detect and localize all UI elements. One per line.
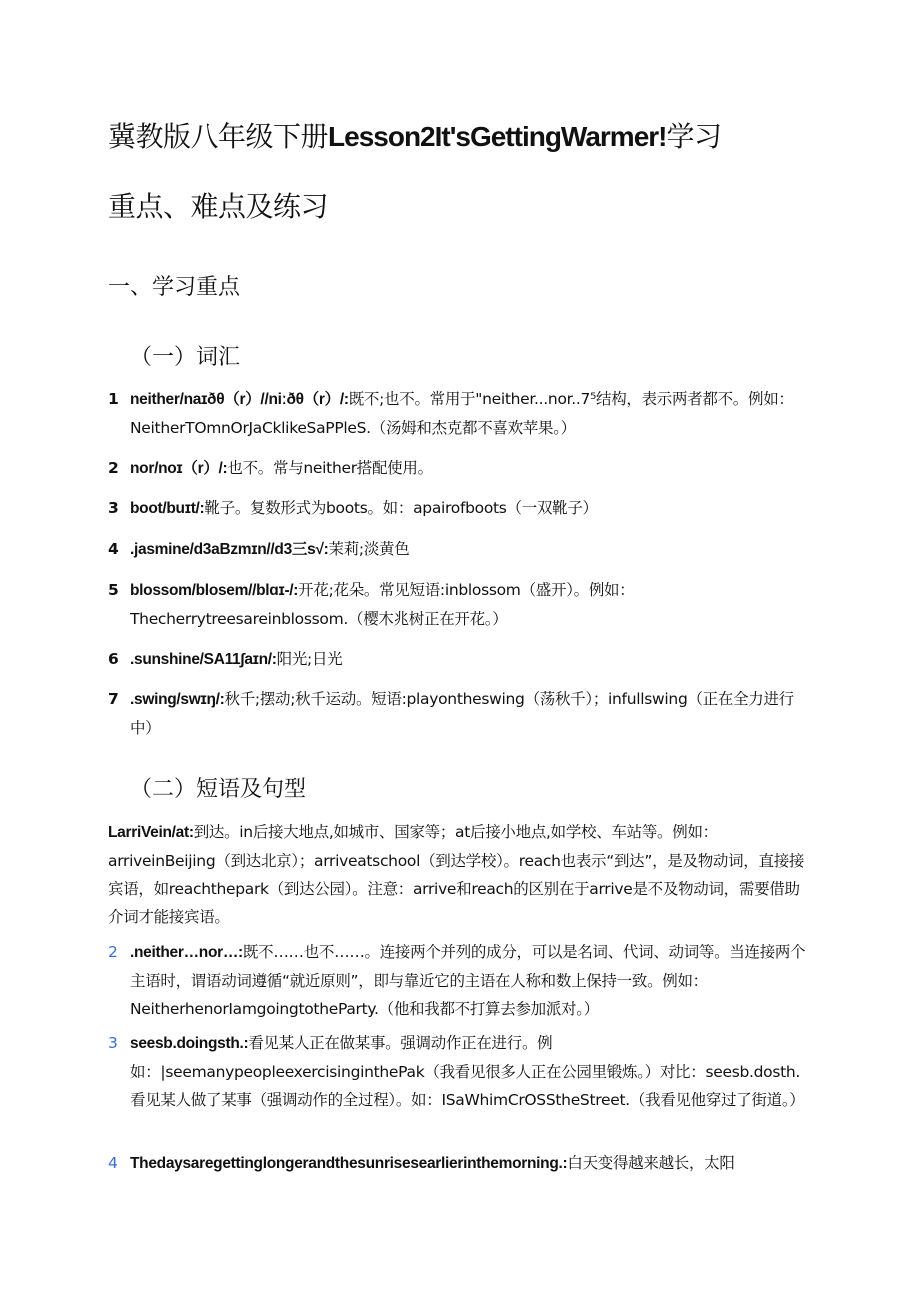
vocab-item bbox=[108, 385, 808, 442]
item-number: 4 bbox=[108, 1154, 118, 1172]
vocab-item bbox=[108, 535, 808, 564]
vocab-term: neither/naɪðθ（r）//niːðθ（r）/: bbox=[130, 391, 349, 408]
subheading-phrases: （二）短语及句型 bbox=[130, 777, 307, 802]
vocab-definition: 既不;也不。常用于"neither...nor..7⁵结构，表示两者都不。例如：NeitherTOmnOrJaCklikeSaPPleS.（汤姆和杰克都不喜欢苹果。） bbox=[130, 390, 794, 437]
item-number: 6 bbox=[108, 650, 119, 668]
subheading-vocabulary: （一）词汇 bbox=[130, 345, 241, 370]
title-suffix: 学习 bbox=[666, 120, 722, 153]
vocab-definition: 秋千;摆动;秋千运动。短语:playontheswing（荡秋千）；infullswing（正在全力进行中） bbox=[130, 690, 794, 737]
phrase-item bbox=[108, 938, 808, 1023]
item-number: 7 bbox=[108, 690, 119, 708]
vocab-term: .jasmine/d3aBzmɪn//d3三s√: bbox=[130, 541, 329, 558]
phrase-explanation: 既不……也不……。连接两个并列的成分，可以是名词、代词、动词等。当连接两个主语时，谓语动词遵循“就近原则”，即与靠近它的主语在人称和数上保持一致。例如：NeitherhenorIamgoingtotheParty.（他和我都不打算去参加派对。） bbox=[130, 943, 806, 1018]
vocab-definition: 茉莉;淡黄色 bbox=[328, 540, 410, 558]
item-number: 4 bbox=[108, 540, 119, 558]
phrase-item bbox=[108, 818, 808, 931]
document-title-line2: 重点、难点及练习 bbox=[108, 190, 329, 223]
vocab-definition: 靴子。复数形式为boots。如：apairofboots（一双靴子） bbox=[204, 499, 598, 517]
vocab-item bbox=[108, 685, 808, 742]
section-heading-key-points: 一、学习重点 bbox=[108, 275, 241, 300]
phrase-term: LarriVein/at: bbox=[108, 824, 194, 841]
item-number: 5 bbox=[108, 581, 119, 599]
vocab-term: .sunshine/SA11∫aɪn/: bbox=[130, 651, 277, 668]
vocab-term: nor/noɪ（r）/: bbox=[130, 460, 228, 477]
phrase-explanation: 到达。in后接大地点,如城市、国家等；at后接小地点,如学校、车站等。例如：arriveinBeijing（到达北京）；arriveatschool（到达学校）。reach也表示“到达”，是及物动词，直接接宾语，如reachthepark（到达公园）。注意：arrive和reach的区别在于arrive是不及物动词，需要借助介词才能接宾语。 bbox=[108, 823, 805, 926]
vocab-item bbox=[108, 576, 808, 633]
vocab-term: blossom/blosem//blɑɪ-/: bbox=[130, 582, 299, 599]
document-title-line1 bbox=[108, 105, 808, 169]
phrase-item bbox=[108, 1029, 808, 1114]
vocab-term: boot/buɪt/: bbox=[130, 500, 205, 517]
phrase-term: .neither…nor…: bbox=[130, 944, 243, 961]
vocab-term: .swing/swɪŋ/: bbox=[130, 691, 225, 708]
vocab-definition: 阳光;日光 bbox=[276, 650, 343, 668]
item-number: 1 bbox=[108, 390, 119, 408]
phrase-item bbox=[108, 1149, 808, 1178]
item-number: 3 bbox=[108, 499, 119, 517]
vocab-item bbox=[108, 645, 808, 674]
phrase-explanation: 白天变得越来越长，太阳 bbox=[567, 1154, 735, 1172]
item-number: 2 bbox=[108, 459, 119, 477]
vocab-definition: 也不。常与neither搭配使用。 bbox=[227, 459, 433, 477]
phrase-term: seesb.doingsth.: bbox=[130, 1035, 249, 1052]
vocab-definition: 开花;花朵。常见短语:inblossom（盛开）。例如：Thecherrytreesareinblossom.（樱木兆树正在开花。） bbox=[130, 581, 635, 628]
vocab-item bbox=[108, 454, 808, 483]
phrase-explanation: 看见某人正在做某事。强调动作正在进行。例如：|seemanypeopleexercisinginthePak（我看见很多人正在公园里锻炼。）对比：seesb.dosth.看见某人做了某事（强调动作的全过程）。如：ISaWhimCrOSStheStreet.（我看见他穿过了街道。） bbox=[130, 1034, 805, 1109]
title-prefix: 冀教版八年级下册 bbox=[108, 120, 329, 153]
item-number: 3 bbox=[108, 1034, 118, 1052]
title-lesson: Lesson2It'sGettingWarmer! bbox=[328, 121, 667, 152]
vocab-item bbox=[108, 494, 808, 523]
phrase-term: Thedaysaregettinglongerandthesunrisesearlierinthemorning.: bbox=[130, 1155, 568, 1172]
item-number: 2 bbox=[108, 943, 118, 961]
